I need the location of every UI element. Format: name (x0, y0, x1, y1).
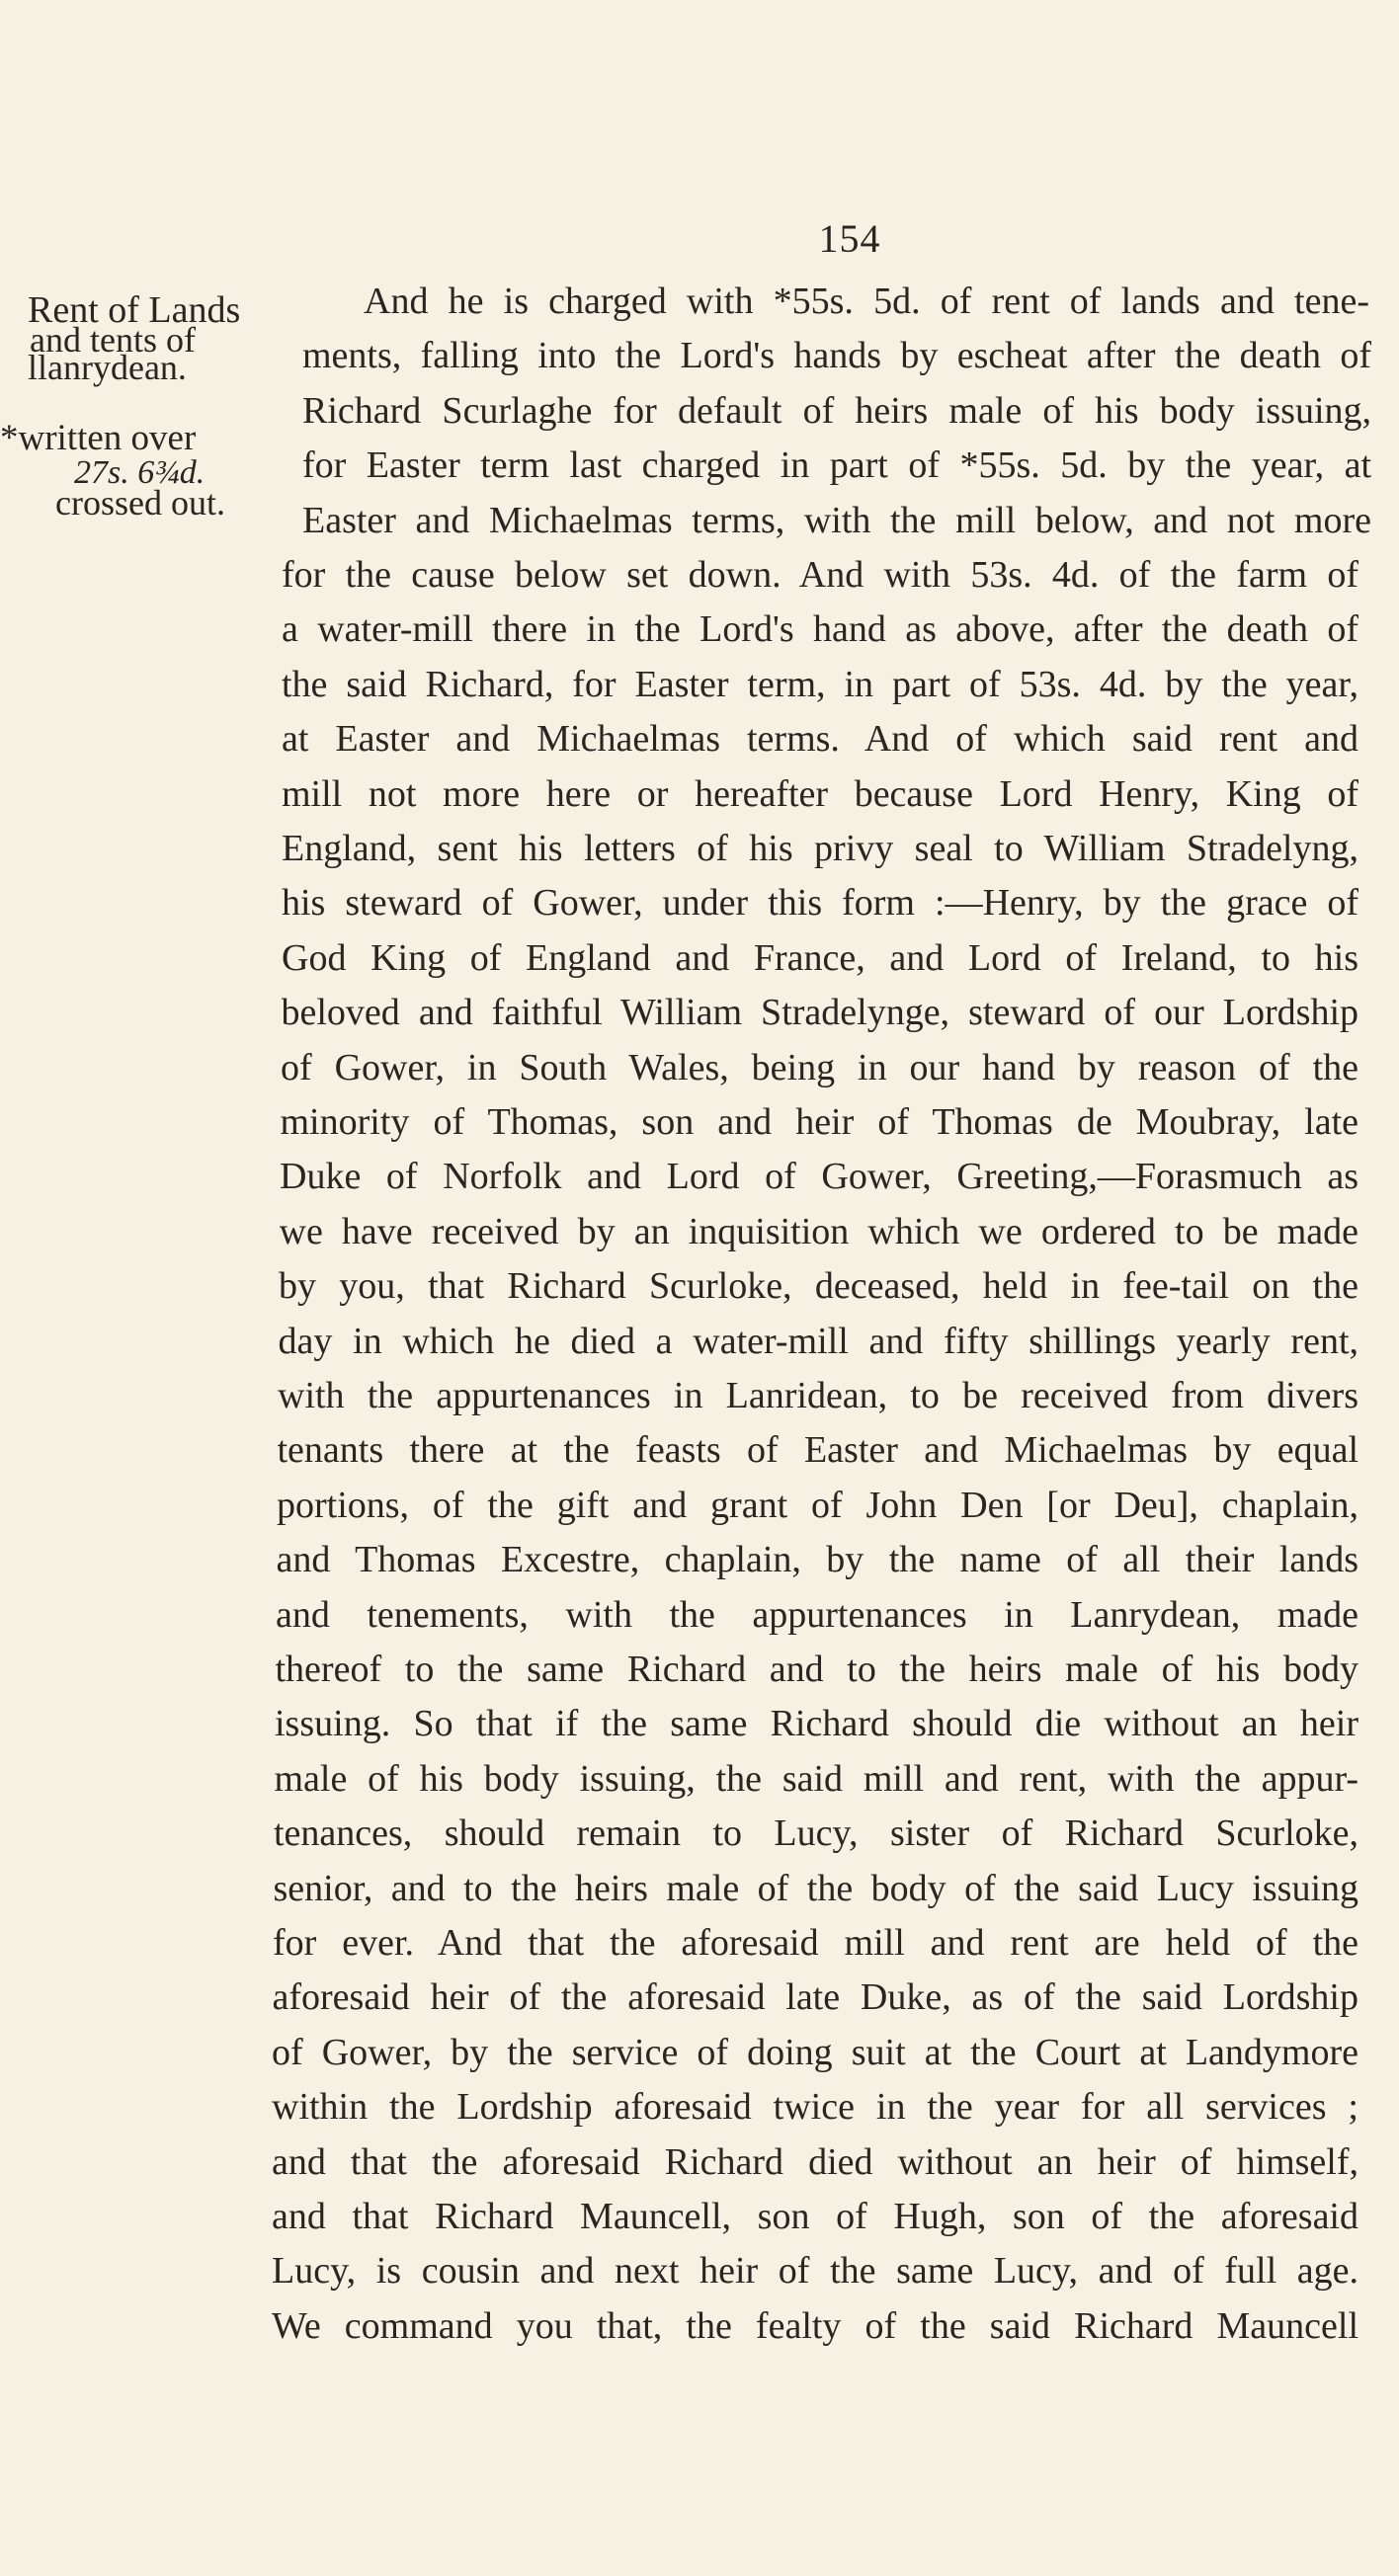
text-line: thereof to the same Richard and to the heirs male of his body (275, 1650, 1358, 1689)
text-line: and tenements, with the appurtenances in Lanrydean, made (276, 1594, 1358, 1635)
text-line: of Gower, by the service of doing suit at the Court at Landymore (272, 2032, 1358, 2072)
text-line: minority of Thomas, son and heir of Thomas de Moubray, late (280, 1102, 1358, 1142)
margin-note-written-line-1: *written over (0, 418, 197, 458)
margin-note-written-line-3: crossed out. (55, 483, 225, 523)
text-line: his steward of Gower, under this form :—Henry, by the grace of (282, 883, 1358, 924)
text-line: aforesaid heir of the aforesaid late Duke, as of the said Lordship (272, 1977, 1358, 2018)
text-line: for Easter term last charged in part of *55s. 5d. by the year, at (302, 445, 1371, 486)
text-line: we have received by an inquisition which we ordered to be made (279, 1211, 1358, 1251)
text-line: We command you that, the fealty of the said Richard Mauncell (272, 2305, 1358, 2346)
text-line: Duke of Norfolk and Lord of Gower, Greeting,—Forasmuch as (280, 1157, 1358, 1197)
text-line: within the Lordship aforesaid twice in the year for all services ; (272, 2087, 1358, 2128)
text-line: with the appurtenances in Lanridean, to be received from divers (278, 1376, 1358, 1415)
text-line: issuing. So that if the same Richard should die without an heir (275, 1704, 1358, 1744)
text-line: portions, of the gift and grant of John Den [or Deu], chaplain, (277, 1485, 1358, 1525)
text-line: tenants there at the feasts of Easter and Michaelmas by equal (277, 1430, 1358, 1471)
text-line: Richard Scurlaghe for default of heirs male of his body issuing, (302, 390, 1371, 431)
text-line: for the cause below set down. And with 53s. 4d. of the farm of (282, 555, 1358, 595)
text-line: tenances, should remain to Lucy, sister of Richard Scurloke, (274, 1813, 1358, 1854)
text-line: ments, falling into the Lord's hands by escheat after the death of (302, 336, 1371, 376)
text-line: Lucy, is cousin and next heir of the same Lucy, and of full age. (272, 2251, 1358, 2292)
text-line: by you, that Richard Scurloke, deceased, held in fee-tail on the (279, 1266, 1358, 1307)
margin-note-rent-line-2: and tents of (30, 320, 196, 360)
margin-note-rent-line-3: llanrydean. (28, 348, 187, 387)
text-line: mill not more here or hereafter because Lord Henry, King of (282, 773, 1358, 814)
text-line: at Easter and Michaelmas terms. And of which said rent and (282, 719, 1358, 760)
text-line: and that the aforesaid Richard died without an heir of himself, (272, 2141, 1358, 2182)
text-line: of Gower, in South Wales, being in our hand by reason of the (281, 1047, 1358, 1087)
text-line: for ever. And that the aforesaid mill and rent are held of the (273, 1923, 1358, 1963)
text-line: Easter and Michaelmas terms, with the mill below, and not more (302, 500, 1371, 540)
text-line: beloved and faithful William Stradelynge, steward of our Lordship (281, 993, 1358, 1033)
text-line: and that Richard Mauncell, son of Hugh, son of the aforesaid (272, 2197, 1358, 2236)
margin-note-written-line-2: 27s. 6¾d. (74, 454, 206, 491)
text-line: England, sent his letters of his privy seal to William Stradelyng, (282, 829, 1358, 868)
text-line: the said Richard, for Easter term, in part of 53s. 4d. by the year, (282, 664, 1358, 704)
text-line: senior, and to the heirs male of the body of the said Lucy issuing (273, 1868, 1358, 1908)
text-line: male of his body issuing, the said mill and rent, with the appur- (274, 1758, 1358, 1799)
margin-note-rent-line-1: Rent of Lands (28, 289, 241, 331)
text-line: And he is charged with *55s. 5d. of rent of lands and tene- (364, 282, 1369, 321)
text-line: God King of England and France, and Lord of Ireland, to his (282, 937, 1358, 978)
text-line: day in which he died a water-mill and fifty shillings yearly rent, (278, 1321, 1358, 1361)
page-number: 154 (818, 216, 881, 261)
text-line: and Thomas Excestre, chaplain, by the name of all their lands (276, 1540, 1358, 1580)
text-line: a water-mill there in the Lord's hand as above, after the death of (282, 609, 1358, 650)
